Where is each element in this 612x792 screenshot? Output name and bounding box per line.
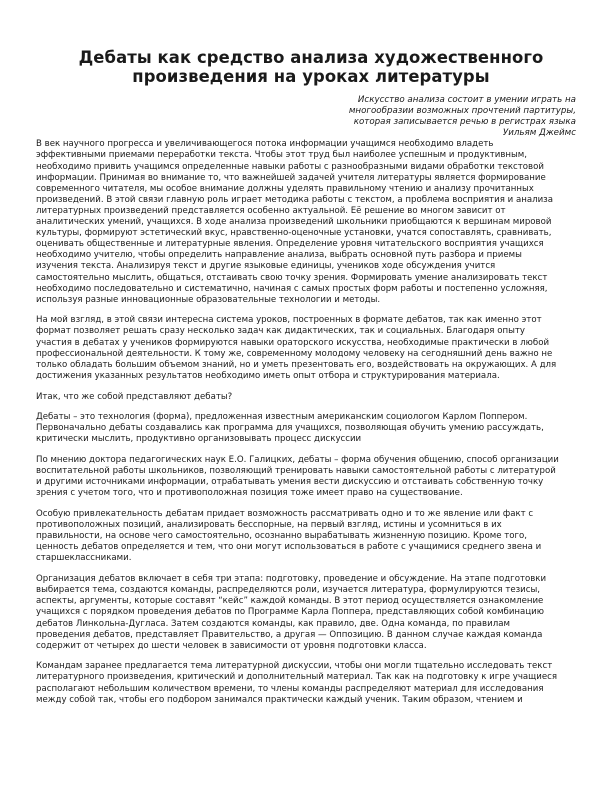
paragraph-line: самостоятельно мыслить, общаться, отстаивать свою точку зрения. Формировать умение анализировать текст: [36, 272, 548, 283]
paragraph-line: эффективными приемами переработки текста. Чтобы этот труд был наиболее успешным и продуктивным,: [36, 150, 528, 161]
epigraph-line: Искусство анализа состоит в умении играть на: [357, 95, 576, 105]
paragraph-line: информации. Принимая во внимание то, что важнейшей задачей учителя литературы является формирование: [36, 172, 546, 183]
body-paragraph: [36, 661, 576, 705]
epigraph: [36, 95, 576, 139]
paragraph-line: располагают небольшим количеством времени, то члены команды распределяют материал для исследования: [36, 683, 544, 694]
paragraph-line: правильности, на основе чего самостоятельно, осознанно вырабатывать жизненную позицию. Кроме того,: [36, 531, 528, 542]
paragraph-line: Дебаты – это технология (форма), предложенная известным американским социологом Карлом Поппером.: [36, 412, 528, 423]
epigraph-line: многообразии возможных прочтений партитуры,: [348, 106, 576, 117]
body-paragraph: [36, 392, 576, 403]
paragraph-line: Особую привлекательность дебатам придает возможность рассматривать одно и то же явление или факт с: [36, 509, 534, 520]
paragraph-line: оценивать общественные и литературные явления. Определение уровня читательского восприятия учащихся: [36, 239, 544, 250]
paragraph-line: критически мыслить, продуктивно организовывать процесс дискуссии: [36, 434, 362, 445]
body-paragraph: [36, 574, 576, 652]
paragraph-line: В век научного прогресса и увеличивающегося потока информации учащимся необходимо владеть: [36, 139, 494, 150]
body-paragraph: [36, 509, 576, 564]
paragraph-line: достижения указанных результатов необходимо иметь опыт отбора и структурирования материала.: [36, 370, 500, 381]
paragraph-line: ценность дебатов определяется и тем, что они могут использоваться в работе с учащимися среднего звена и: [36, 542, 542, 553]
paragraph-line: содержит от четырех до шести человек в зависимости от уровня подготовки класса.: [36, 640, 427, 651]
epigraph-line: которая записывается речью в регистрах языка: [353, 117, 576, 128]
epigraph-author: Уильям Джеймс: [502, 128, 576, 139]
paragraph-line: воспитательной работы школьников, позволяющий тренировать навыки самостоятельной работы с литературой: [36, 466, 556, 477]
paragraph-line: необходимо последовательно и систематично, начиная с самых простых форм работы и постепенно усложняя,: [36, 283, 548, 294]
paragraph-line: произведений. В этой связи главную роль играет методика работы с текстом, а проблема восприятия и анализа: [36, 194, 554, 205]
paragraph-line: профессиональной деятельности. К тому же, современному молодому человеку на сегодняшний день важно не: [36, 348, 553, 359]
paragraph-line: выбирается тема, создаются команды, распределяются роли, изучается литература, формулируются тезисы,: [36, 585, 541, 596]
paragraph-line: литературного произведения, критический и дополнительный материал. Так как на подготовку к игре учащиеся: [36, 672, 558, 683]
paragraph-line: между собой так, чтобы его подбором занимался практически каждый ученик. Таким образом, чтением и: [36, 694, 523, 705]
document-body: [36, 139, 576, 705]
title-line-2: произведения на уроках литературы: [132, 67, 490, 86]
paragraph-line: аналитических умений, учащихся. В ходе анализа произведений школьники приобщаются к вершинам мировой: [36, 217, 552, 228]
paragraph-line: По мнению доктора педагогических наук Е.О. Галицких, дебаты – форма обучения общению, способ организации: [36, 455, 559, 466]
paragraph-line: только обладать большим объемом знаний, но и уметь презентовать его, воздействовать на окружающих. А для: [36, 359, 557, 370]
paragraph-line: необходимо учителю, чтобы определить направление анализа, выбрать основной путь разбора и приемы: [36, 250, 522, 261]
paragraph-line: современного читателя, мы особое внимание должны уделять правильному чтению и анализу прочитанных: [36, 183, 534, 194]
paragraph-line: Организация дебатов включает в себя три этапа: подготовку, проведение и обсуждение. На этапе подготовки: [36, 574, 547, 585]
paragraph-line: литературных произведений представляется особенно актуальной. Её решение во многом зависит от: [36, 205, 506, 216]
paragraph-line: формат позволяет решать сразу несколько задач как дидактических, так и социальных. Благодаря опыту: [36, 326, 525, 337]
paragraph-line: зрения с учетом того, что и противоположная позиция тоже имеет право на существование.: [36, 488, 463, 499]
paragraph-line: старшеклассниками.: [36, 553, 132, 564]
paragraph-line: необходимо привить учащимся определенные навыки работы с разнообразными видами обработки текстовой: [36, 161, 544, 172]
title-line-1: Дебаты как средство анализа художественного: [78, 48, 544, 67]
paragraph-line: культуры, формируют эстетический вкус, нравственно-оценочные установки, учатся сопоставлять, сравнивать,: [36, 228, 552, 239]
paragraph-line: учащихся с порядком проведения дебатов по Программе Карла Поппера, представляющих собой комбинацию: [36, 607, 544, 618]
paragraph-line: Первоначально дебаты создавались как программа для учащихся, позволяющая обучить умению рассуждать,: [36, 423, 544, 434]
paragraph-line: и другими источниками информации, отрабатывать умения вести дискуссию и отстаивать собственную точку: [36, 477, 544, 488]
paragraph-line: проведения дебатов, представляет Правительство, а другая — Оппозицию. В данном случае каждая команда: [36, 629, 543, 640]
body-paragraph: [36, 455, 576, 499]
paragraph-line: Командам заранее предлагается тема литературной дискуссии, чтобы они могли тщательно исследовать текст: [36, 661, 553, 672]
paragraph-line: аспекты, аргументы, которые составят “кейс” каждой команды. В этот период осуществляется ознакомление: [36, 596, 544, 607]
paragraph-line: На мой взгляд, в этой связи интересна система уроков, построенных в формате дебатов, так как именно этот: [36, 315, 542, 326]
body-paragraph: [36, 315, 576, 382]
paragraph-line: дебатов Линкольна-Дугласа. Затем создаются команды, как правило, две. Одна команда, по правилам: [36, 618, 510, 629]
body-paragraph: [36, 412, 576, 445]
paragraph-line: участия в дебатах у учеников формируются навыки ораторского искусства, необходимые практически в любой: [36, 337, 550, 348]
paragraph-line: противоположных позиций, анализировать бесспорные, на первый взгляд, истины и усомниться в их: [36, 520, 502, 531]
paragraph-line: изучения текста. Анализируя текст и другие языковые единицы, учеников ходе обсуждения учится: [36, 261, 496, 272]
document-title: [36, 48, 576, 86]
paragraph-line: Итак, что же собой представляют дебаты?: [36, 391, 233, 402]
body-paragraph: [36, 139, 576, 305]
paragraph-line: используя разные инновационные образовательные технологии и методы.: [36, 294, 381, 305]
